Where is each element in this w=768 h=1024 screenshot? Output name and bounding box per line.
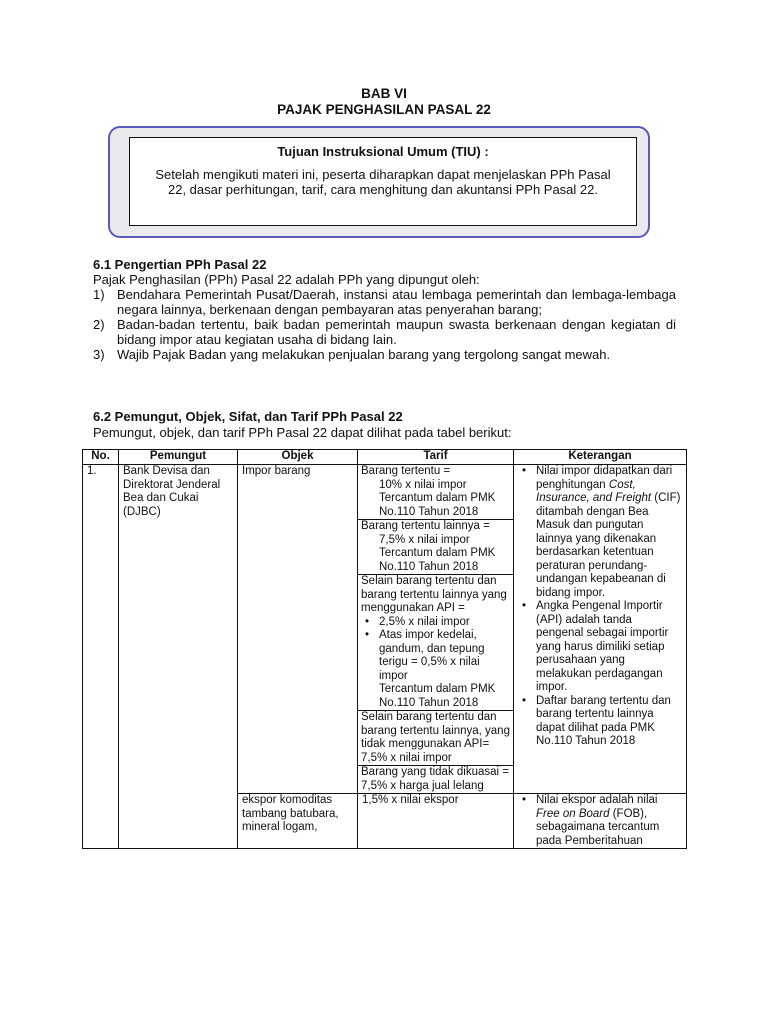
keterangan-item [518, 794, 682, 848]
list-item-number: 1) [93, 287, 105, 302]
tarif-label: Barang yang tidak dikuasai = [361, 766, 510, 778]
col-header-no: No. [83, 450, 119, 465]
keterangan-text: (CIF) ditambah dengan Bea Masuk dan pungutan lainnya yang dikenakan berdasarkan ketentuan peraturan perundang-undangan kepabeanan di bidang impor. [536, 492, 681, 599]
tarif-bullet-list [361, 616, 510, 684]
cell-keterangan [514, 465, 687, 794]
tarif-reference: Tercantum dalam PMK No.110 Tahun 2018 [379, 492, 496, 518]
section-intro-6-1: Pajak Penghasilan (PPh) Pasal 22 adalah PPh yang dipungut oleh: [93, 272, 480, 287]
tarif-block [358, 574, 513, 710]
section-heading-6-1: 6.1 Pengertian PPh Pasal 22 [93, 257, 267, 272]
tarif-reference: Tercantum dalam PMK No.110 Tahun 2018 [379, 683, 496, 709]
col-header-pemungut: Pemungut [119, 450, 238, 465]
keterangan-italic: Cost, Insurance, and Freight [536, 478, 652, 504]
table-header-row [83, 450, 687, 465]
section-intro-6-2: Pemungut, objek, dan tarif PPh Pasal 22 dapat dilihat pada tabel berikut: [93, 425, 512, 440]
cell-objek: ekspor komoditas tambang batubara, mineral logam, [238, 794, 358, 849]
keterangan-italic: Free on Board [536, 807, 610, 820]
tarif-block [358, 519, 513, 574]
list-item [93, 347, 676, 362]
cell-tarif: 1,5% x nilai ekspor [358, 794, 514, 849]
tarif-rate: 7,5% x nilai impor [361, 751, 452, 764]
list-item [93, 287, 676, 317]
keterangan-item: • Angka Pengenal Importir (API) adalah tanda pengenal sebagai importir yang harus dimiliki setiap perusahaan yang melakukan perdagangan impor. [518, 600, 682, 695]
tarif-rate: 7,5% x harga jual lelang [361, 779, 484, 792]
pemungut-list [93, 287, 676, 362]
table-row [83, 465, 687, 794]
tarif-label: Selain barang tertentu dan barang tertentu lainnya, yang tidak menggunakan API= [361, 711, 510, 750]
tarif-bullet: • Atas impor kedelai, gandum, dan tepung terigu = 0,5% x nilai impor [361, 629, 510, 683]
chapter-title: PAJAK PENGHASILAN PASAL 22 [277, 102, 491, 117]
tarif-reference: Tercantum dalam PMK No.110 Tahun 2018 [379, 547, 496, 573]
keterangan-list [518, 794, 682, 848]
col-header-keterangan: Keterangan [514, 450, 687, 465]
tarif-label: Barang tertentu lainnya = [361, 520, 490, 532]
chapter-number: BAB VI [361, 86, 407, 101]
list-item [93, 317, 676, 347]
cell-objek: Impor barang [238, 465, 358, 794]
tarif-rate: 10% x nilai impor [379, 478, 467, 491]
tarif-block [358, 710, 513, 765]
section-heading-6-2: 6.2 Pemungut, Objek, Sifat, dan Tarif PPh Pasal 22 [93, 409, 403, 424]
keterangan-text: Nilai ekspor adalah nilai [536, 794, 658, 806]
cell-no: 1. [83, 465, 119, 849]
col-header-tarif: Tarif [358, 450, 514, 465]
tiu-body: Setelah mengikuti materi ini, peserta diharapkan dapat menjelaskan PPh Pasal 22, dasar perhitungan, tarif, cara menghitung dan akuntansi PPh Pasal 22. [155, 167, 611, 197]
tarif-block [358, 465, 513, 519]
tiu-box [129, 137, 637, 226]
keterangan-list [518, 465, 682, 749]
list-item-text: Bendahara Pemerintah Pusat/Daerah, instansi atau lembaga pemerintah dan lembaga-lembaga negara lainnya, berkenaan dengan pembayaran atas penyerahan barang; [117, 287, 676, 317]
tarif-bullet: • 2,5% x nilai impor [361, 616, 510, 630]
cell-keterangan [514, 794, 687, 849]
tarif-rate: 7,5% x nilai impor [379, 533, 470, 546]
tarif-block [358, 765, 513, 793]
keterangan-text: Nilai impor didapatkan dari penghitungan [536, 465, 673, 491]
list-item-text: Wajib Pajak Badan yang melakukan penjualan barang yang tergolong sangat mewah. [117, 347, 611, 362]
keterangan-item: • Daftar barang tertentu dan barang tertentu lainnya dapat dilihat pada PMK No.110 Tahun 2018 [518, 695, 682, 749]
tarif-label: Selain barang tertentu dan barang tertentu lainnya yang menggunakan API = [361, 575, 507, 614]
cell-tarif [358, 465, 514, 794]
keterangan-item [518, 465, 682, 600]
list-item-number: 2) [93, 317, 105, 332]
cell-pemungut: Bank Devisa dan Direktorat Jenderal Bea dan Cukai (DJBC) [119, 465, 238, 849]
col-header-objek: Objek [238, 450, 358, 465]
tarif-label: Barang tertentu = [361, 465, 451, 477]
pph22-table [82, 449, 687, 849]
list-item-number: 3) [93, 347, 105, 362]
tiu-title: Tujuan Instruksional Umum (TIU) : [277, 144, 489, 159]
list-item-text: Badan-badan tertentu, baik badan pemerintah maupun swasta berkenaan dengan kegiatan di bidang impor atau kegiatan usaha di bidang lain. [117, 317, 676, 347]
keterangan-text: (FOB), sebagaimana tercantum pada Pemberitahuan [536, 807, 660, 847]
